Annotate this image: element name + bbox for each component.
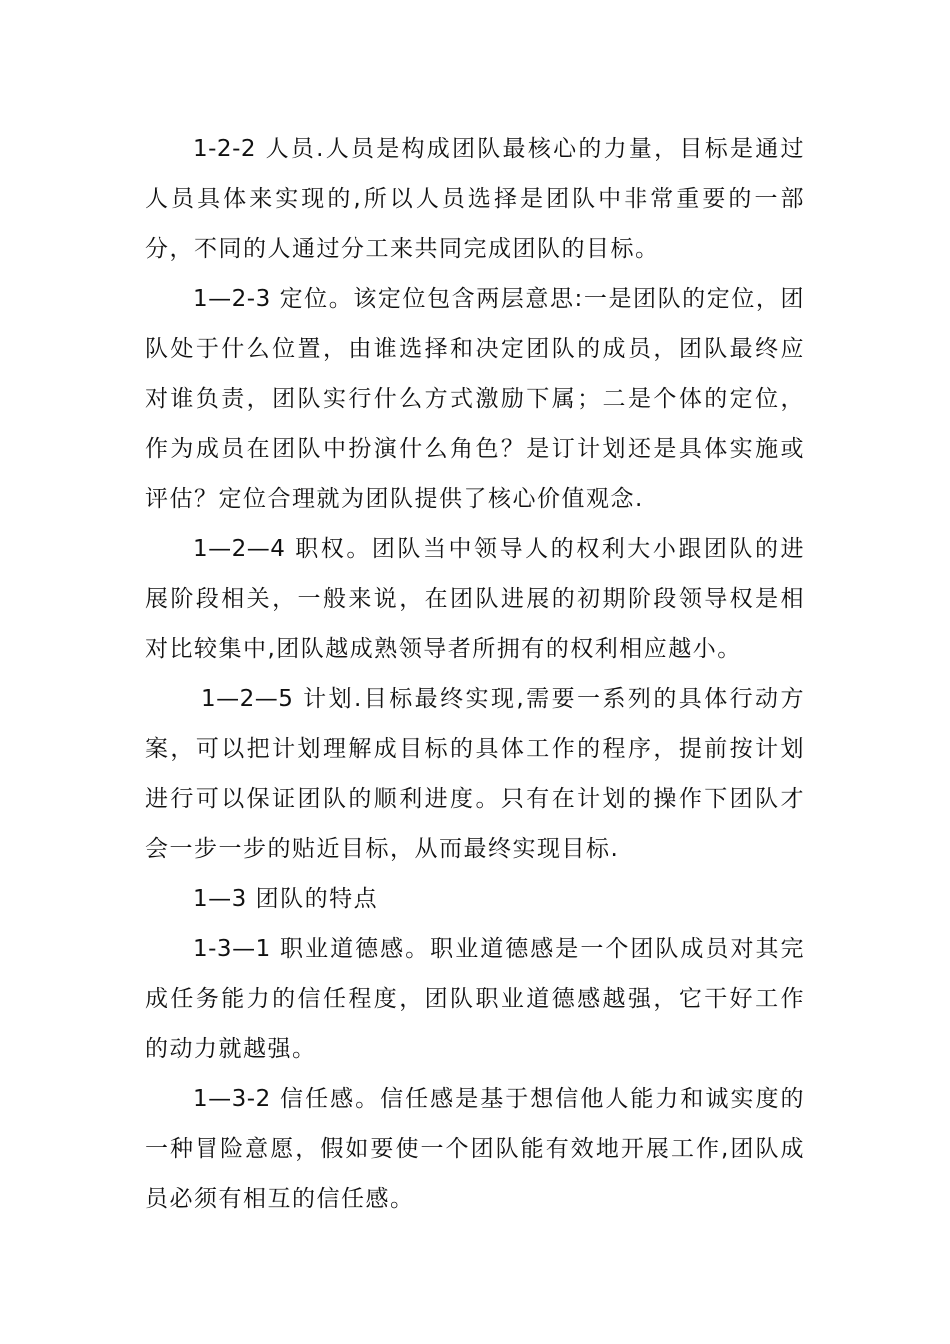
section-number: 1—2-3: [193, 286, 271, 312]
document-body: [145, 124, 805, 1224]
section-number: 1-2-2: [193, 136, 256, 162]
paragraph-positioning: [145, 274, 805, 524]
paragraph-text: 信任感。信任感是基于想信他人能力和诚实度的一种冒险意愿，假如要使一个团队能有效地开展工作,团队成员必须有相互的信任感。: [145, 1086, 806, 1212]
section-number: 1—3-2: [193, 1086, 271, 1112]
section-number: 1—2—5: [201, 686, 294, 712]
paragraph-plan: [145, 674, 805, 874]
section-number: 1—3: [193, 886, 247, 912]
paragraph-text: 职权。团队当中领导人的权利大小跟团队的进展阶段相关，一般来说，在团队进展的初期阶段领导权是相对比较集中,团队越成熟领导者所拥有的权利相应越小。: [145, 536, 806, 662]
paragraph-professional-ethics: [145, 924, 805, 1074]
paragraph-text: 人员.人员是构成团队最核心的力量，目标是通过人员具体来实现的,所以人员选择是团队中非常重要的一部分，不同的人通过分工来共同完成团队的目标。: [145, 136, 805, 262]
paragraph-text: 定位。该定位包含两层意思:一是团队的定位，团队处于什么位置，由谁选择和决定团队的成员，团队最终应对谁负责，团队实行什么方式激励下属；二是个体的定位，作为成员在团队中扮演什么角色？是订计划还是具体实施或评估？定位合理就为团队提供了核心价值观念.: [145, 286, 805, 512]
paragraph-authority: [145, 524, 805, 674]
paragraph-trust: [145, 1074, 805, 1224]
section-number: 1—2—4: [193, 536, 286, 562]
paragraph-text: 职业道德感。职业道德感是一个团队成员对其完成任务能力的信任程度，团队职业道德感越强，它干好工作的动力就越强。: [145, 936, 806, 1062]
section-number: 1-3—1: [193, 936, 271, 962]
section-heading-team-features: [145, 874, 805, 924]
heading-text: 团队的特点: [255, 886, 379, 912]
paragraph-personnel: [145, 124, 805, 274]
paragraph-text: 计划.目标最终实现,需要一系列的具体行动方案，可以把计划理解成目标的具体工作的程序，提前按计划进行可以保证团队的顺利进度。只有在计划的操作下团队才会一步一步的贴近目标，从而最终实现目标.: [145, 686, 805, 862]
